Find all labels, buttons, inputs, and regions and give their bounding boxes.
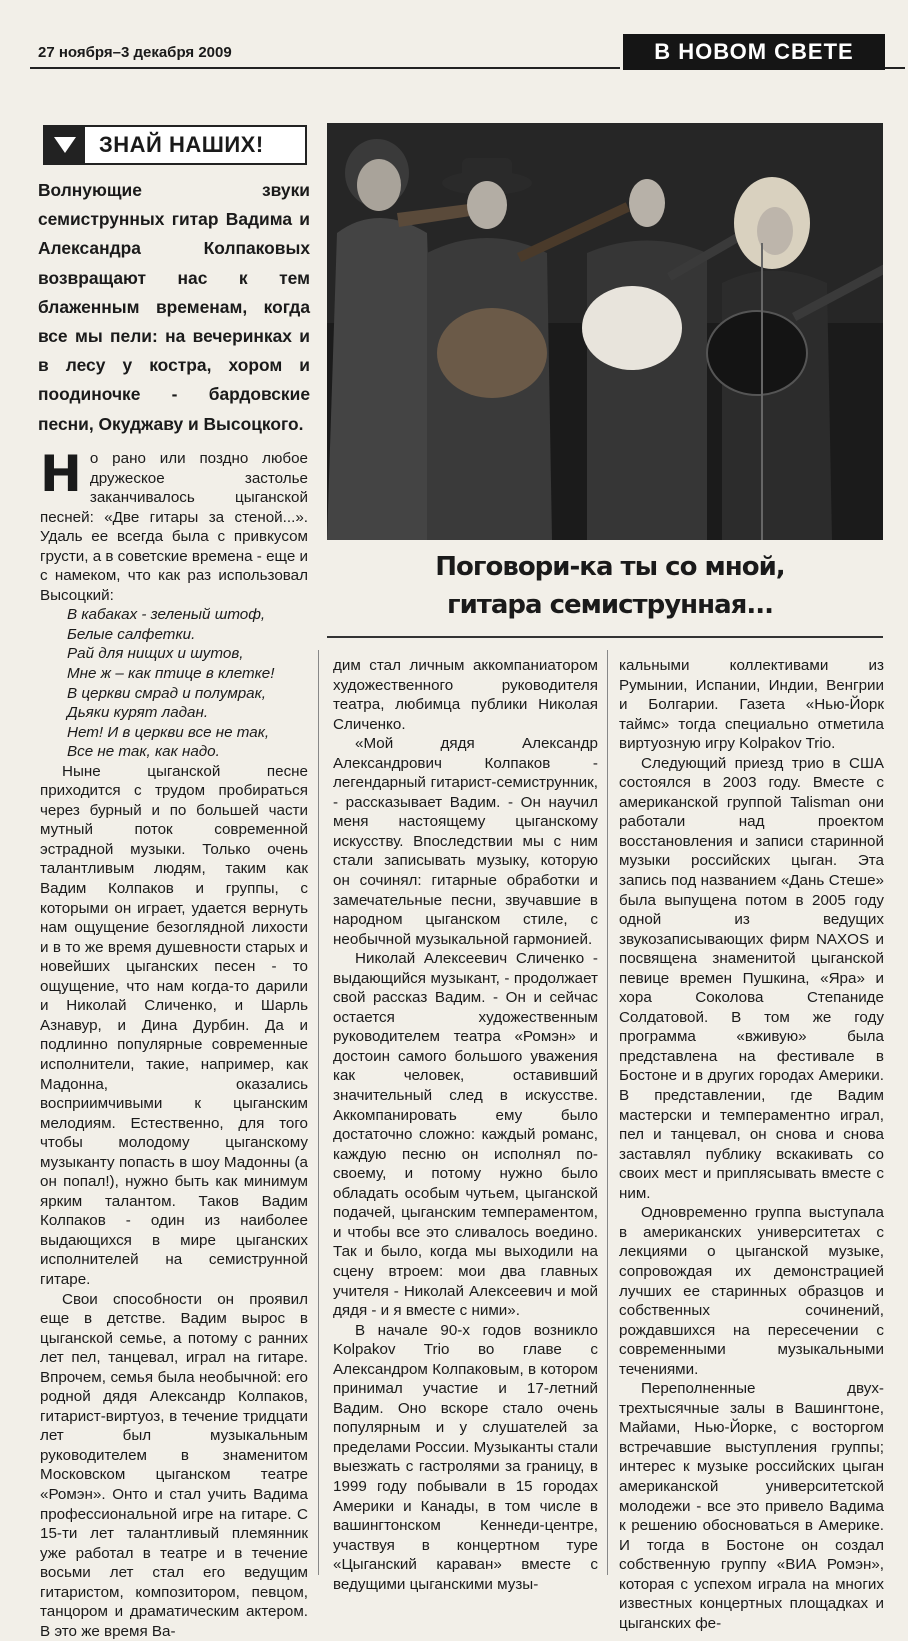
article-paragraph: Ныне цыганской песне приходится с трудом пробираться через бурный и по большей части мутный поток современной эстрадной музыки. Только очень талантливым людям, таким как Вадим Колпаков и группы, с которыми он играет, удается вернуть нам ощущение безоглядной лихости и в то же время душевности старых и новейших цыганских песен - то ощущение, что нам когда-то дарили и Николай Сличенко, и Шарль Азнавур, и Дина Дурбин. Да и подлинно популярные современные исполнители, такие, например, как Мадонна, оказались восприимчивыми к цыганским мелодиям. Естественно, для того чтобы молодому цыганскому музыканту попасть в шоу Мадонны (а он попал!), нужно быть как минимум ярким талантом. Таков Вадим Колпаков - один из наиболее выдающихся в мире цыганских исполнителей на семиструнной гитаре. (40, 762, 308, 1288)
article-paragraph: дим стал личным аккомпаниатором художественного руководителя театра, любимца публики Николая Сличенко. (333, 657, 598, 733)
article-paragraph: «Мой дядя Александр Александрович Колпаков - легендарный гитарист-семиструнник, - рассказывает Вадим. - Он научил меня настоящему цыганскому искусству. Впоследствии мы с ним стали записывать музыку, которую он сочинял: гитарные обработки и замечательные песни, звучавшие в народном цыганском стиле, с необычной музыкальной гармонией. (333, 735, 598, 948)
poem-line: Мне ж – как птице в клетке! (67, 665, 275, 683)
subheading-line-2: гитара семиструнная... (447, 590, 773, 620)
poem-line: Дьяки курят ладан. (67, 704, 209, 722)
section-tag (43, 125, 307, 165)
article-paragraph: Николай Алексеевич Сличенко - выдающийся музыкант, - продолжает свой рассказ Вадим. - Он и сейчас остается художественным руководителем театра «Ромэн» и достоин самого большого уважения как человек, оставивший значительный след в искусстве. Аккомпанировать ему было достаточно сложно: каждый романс, каждую песню он исполнял по-своему, и потому нужно было обладать особым чутьем, цыганской подачей, цыганским темпераментом, и чтобы все это сливалось воедино. Так и было, когда мы выходили на сцену втроем: мои два главных учителя - Николай Алексеевич и мой дядя - и я вместе с ними». (333, 950, 598, 1320)
subheading (415, 548, 805, 624)
header-rule-right (885, 67, 905, 69)
article-paragraph-text: о рано или поздно любое дружеское застолье заканчивалось цыганской песней: «Две гитары за стеной...». Удаль ее всегда была с привкусом грусти, а в советские времена - еще и с намеком, что как раз использовал Высоцкий: (40, 450, 308, 604)
article-column-2 (333, 656, 598, 1594)
article-paragraph: В начале 90-х годов возникло Kolpakov Trio во главе с Александром Колпаковым, в котором принимал участие и 17-летний Вадим. Оно вскоре стало очень популярным и у слушателей за пределами России. Музыканты стали выезжать с гастролями за границу, в 1999 году побывали в 15 городах Америки и Канады, в том числе в вашингтонском Кеннеди-центре, участвуя в концертном туре «Цыганский караван» вместе с ведущими цыганскими музы- (333, 1321, 598, 1593)
article-paragraph: кальными коллективами из Румынии, Испании, Индии, Венгрии и Болгарии. Газета «Нью-Йорк таймс» тогда специально отметила виртуозную игру Kolpakov Trio. (619, 657, 884, 753)
article-column-3 (619, 656, 884, 1633)
section-rubric: В НОВОМ СВЕТЕ (623, 34, 885, 70)
article-paragraph: Одновременно группа выступала в американских университетах с лекциями о цыганской музыке, сопровождая их демонстрацией лучших ее старинных образцов и собственных сочинений, рождавшихся на пересечении с современными музыкальными течениями. (619, 1204, 884, 1378)
subheading-line-1: Поговори-ка ты со мной, (435, 552, 785, 582)
band-photo (327, 123, 883, 540)
lead-paragraph: Волнующие звуки семиструнных гитар Вадима и Александра Колпаковых возвращают нас к тем блаженным временам, когда все мы пели: на вечеринках и в лесу у костра, хором и поодиночке - бардовские песни, Окуджаву и Высоцкого. (38, 180, 310, 434)
poem-line: Нет! И в церкви все не так, (67, 723, 270, 741)
column-divider-2 (607, 650, 608, 1575)
subheading-rule (327, 636, 883, 638)
section-tag-label: ЗНАЙ НАШИХ! (99, 132, 264, 157)
poem-line: В кабаках - зеленый штоф, (67, 606, 266, 624)
article-paragraph: Переполненные двух-трехтысячные залы в Вашингтоне, Майами, Нью-Йорке, с восторгом встречавшие выступления группы; интерес к музыке российских цыган американской университетской молодежи - все это привело Вадима к решению обосноваться в Америке. И тогда в Бостоне он создал собственную группу «ВИА Ромэн», которая с успехом играла на многих известных концертных площадках и цыганских фе- (619, 1380, 884, 1632)
poem-line: Все не так, как надо. (67, 743, 220, 761)
column-divider-1 (318, 650, 319, 1575)
article-paragraph (40, 445, 308, 605)
header-rule (30, 67, 620, 69)
article-column-1 (40, 445, 308, 1641)
band-photo-illustration (327, 123, 883, 540)
drop-cap: Н (40, 445, 82, 503)
poem-quote (40, 605, 308, 761)
issue-date: 27 ноября–3 декабря 2009 (38, 44, 232, 61)
article-paragraph: Следующий приезд трио в США состоялся в 2003 году. Вместе с американской группой Talisman они работали над проектом восстановления и записи старинной музыки российских цыган. Эта запись под названием «Дань Стеше» была выпущена потом в 2005 году одной из ведущих звукозаписывающих фирм NAXOS и посвящена знаменитой цыганской певице времен Пушкина, «Яра» и хора Соколова Степаниде Солдатовой. В том же году программа «вживую» была представлена на фестивале в Бостоне и в других городах Америки. В представлении, где Вадим мастерски и темпераментно играл, пел и танцевал, он снова и снова заставлял публику вскакивать со своих мест и приплясывать вместе с ним. (619, 754, 884, 1202)
article-paragraph: Свои способности он проявил еще в детстве. Вадим вырос в цыганской семье, а потому с ранних лет пел, танцевал, играл на гитаре. Впрочем, семья была необычной: его родной дядя Александр Колпаков, гитарист-виртуоз, в течение тридцати лет был музыкальным руководителем в знаменитом Московском цыганском театре «Ромэн». Онто и стал учить Вадима профессиональной игре на гитаре. С 15-ти лет талантливый племянник уже работал в театре и в течение восьми лет стал его ведущим гитаристом, композитором, певцом, танцором и драматическим актером. В это же время Ва- (40, 1290, 308, 1640)
triangle-down-icon (45, 127, 85, 163)
poem-line: В церкви смрад и полумрак, (67, 684, 267, 702)
poem-line: Белые салфетки. (67, 625, 196, 643)
poem-line: Рай для нищих и шутов, (67, 645, 244, 663)
